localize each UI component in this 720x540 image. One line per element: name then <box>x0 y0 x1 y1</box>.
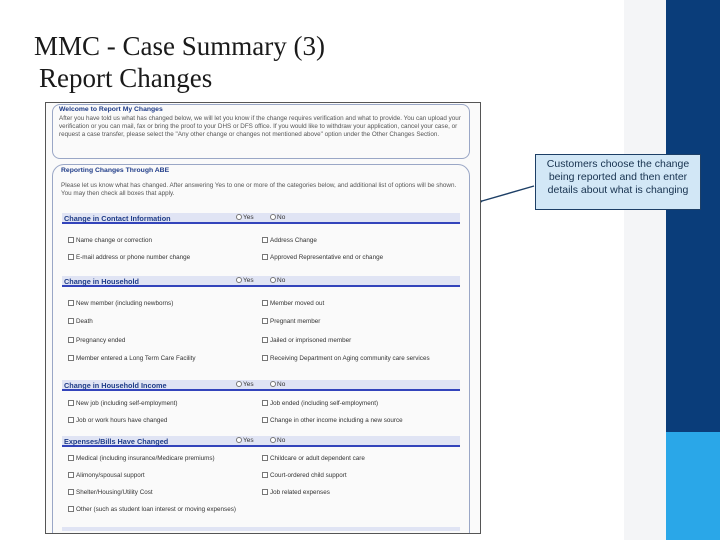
section-contact-information <box>62 213 460 261</box>
section-household-income <box>62 380 460 424</box>
checkbox-item[interactable]: Pregnant member <box>262 318 320 325</box>
embedded-screenshot <box>45 102 481 534</box>
checkbox-item[interactable]: Name change or correction <box>68 237 152 244</box>
radio-icon <box>236 214 242 220</box>
checkbox-icon <box>68 400 74 406</box>
checkbox-icon <box>262 355 268 361</box>
section-title: Change in Household <box>64 277 139 286</box>
checkbox-icon <box>68 455 74 461</box>
section-header <box>62 276 460 287</box>
section-title: Change in Household Income <box>64 381 167 390</box>
checkbox-icon <box>262 455 268 461</box>
checkbox-item[interactable]: Receiving Department on Aging community care services <box>262 355 430 362</box>
checkbox-icon <box>68 300 74 306</box>
checkbox-item[interactable]: E-mail address or phone number change <box>68 254 190 261</box>
checkbox-icon <box>68 337 74 343</box>
checkbox-item[interactable]: Approved Representative end or change <box>262 254 383 261</box>
checkbox-icon <box>262 237 268 243</box>
checkbox-icon <box>262 300 268 306</box>
checkbox-item[interactable]: Death <box>68 318 93 325</box>
checkbox-icon <box>68 506 74 512</box>
checkbox-icon <box>262 254 268 260</box>
section-title: Change in Contact Information <box>64 214 171 223</box>
checkbox-icon <box>262 472 268 478</box>
section-title: Expenses/Bills Have Changed <box>64 437 169 446</box>
checkbox-icon <box>68 318 74 324</box>
checkbox-item[interactable]: Member entered a Long Term Care Facility <box>68 355 196 362</box>
checkbox-icon <box>262 337 268 343</box>
checkbox-icon <box>262 318 268 324</box>
radio-no[interactable]: No <box>270 381 285 388</box>
checkbox-item[interactable]: Job ended (including self-employment) <box>262 400 378 407</box>
radio-no[interactable]: No <box>270 214 285 221</box>
radio-yes[interactable]: Yes <box>236 437 254 444</box>
radio-icon <box>270 381 276 387</box>
checkbox-item[interactable]: Member moved out <box>262 300 324 307</box>
checkbox-item[interactable]: Address Change <box>262 237 317 244</box>
checkbox-item[interactable]: Other (such as student loan interest or moving expenses) <box>68 506 236 513</box>
checkbox-icon <box>68 472 74 478</box>
checkbox-item[interactable]: Shelter/Housing/Utility Cost <box>68 489 153 496</box>
welcome-panel <box>52 104 470 159</box>
checkbox-item[interactable]: New job (including self-employment) <box>68 400 178 407</box>
checkbox-icon <box>262 400 268 406</box>
section-header <box>62 213 460 224</box>
checkbox-icon <box>262 489 268 495</box>
reporting-heading: Reporting Changes Through ABE <box>61 167 170 174</box>
radio-icon <box>236 437 242 443</box>
checkbox-icon <box>68 417 74 423</box>
checkbox-icon <box>68 254 74 260</box>
checkbox-icon <box>68 237 74 243</box>
section-expenses <box>62 436 460 513</box>
radio-yes[interactable]: Yes <box>236 214 254 221</box>
checkbox-icon <box>262 417 268 423</box>
radio-no[interactable]: No <box>270 277 285 284</box>
next-section-header-partial <box>62 527 460 531</box>
welcome-body: After you have told us what has changed below, we will let you know if the change requires verification and what to provide. You can upload your verification or you can mail, fax or bring the proof to your DHS or DFS office. If you would like to withdraw your application, cancel your case, or request a case transfer, please select the "Any other change or changes not mentioned above" option under the Other Changes Section. <box>59 115 461 139</box>
radio-icon <box>270 214 276 220</box>
checkbox-item[interactable]: Childcare or adult dependent care <box>262 455 365 462</box>
checkbox-icon <box>68 489 74 495</box>
section-header <box>62 436 460 447</box>
reporting-body: Please let us know what has changed. After answering Yes to one or more of the categories below, and additional list of options will be shown. You may then check all boxes that apply. <box>61 182 457 198</box>
checkbox-icon <box>68 355 74 361</box>
radio-yes[interactable]: Yes <box>236 381 254 388</box>
welcome-heading: Welcome to Report My Changes <box>59 106 163 113</box>
radio-icon <box>270 437 276 443</box>
checkbox-item[interactable]: Job or work hours have changed <box>68 417 167 424</box>
radio-yes[interactable]: Yes <box>236 277 254 284</box>
slide-title-line2: Report Changes <box>39 63 213 93</box>
radio-icon <box>270 277 276 283</box>
checkbox-item[interactable]: Job related expenses <box>262 489 330 496</box>
section-header <box>62 380 460 391</box>
checkbox-item[interactable]: Medical (including insurance/Medicare premiums) <box>68 455 215 462</box>
checkbox-item[interactable]: Alimony/spousal support <box>68 472 145 479</box>
checkbox-item[interactable]: New member (including newborns) <box>68 300 173 307</box>
section-household <box>62 276 460 362</box>
slide-title-line1: MMC - Case Summary (3) <box>34 31 325 61</box>
checkbox-item[interactable]: Court-ordered child support <box>262 472 347 479</box>
radio-icon <box>236 381 242 387</box>
checkbox-item[interactable]: Pregnancy ended <box>68 337 125 344</box>
radio-icon <box>236 277 242 283</box>
checkbox-item[interactable]: Change in other income including a new source <box>262 417 403 424</box>
checkbox-item[interactable]: Jailed or imprisoned member <box>262 337 351 344</box>
callout-box: Customers choose the change being reported and then enter details about what is changing <box>535 154 701 210</box>
radio-no[interactable]: No <box>270 437 285 444</box>
